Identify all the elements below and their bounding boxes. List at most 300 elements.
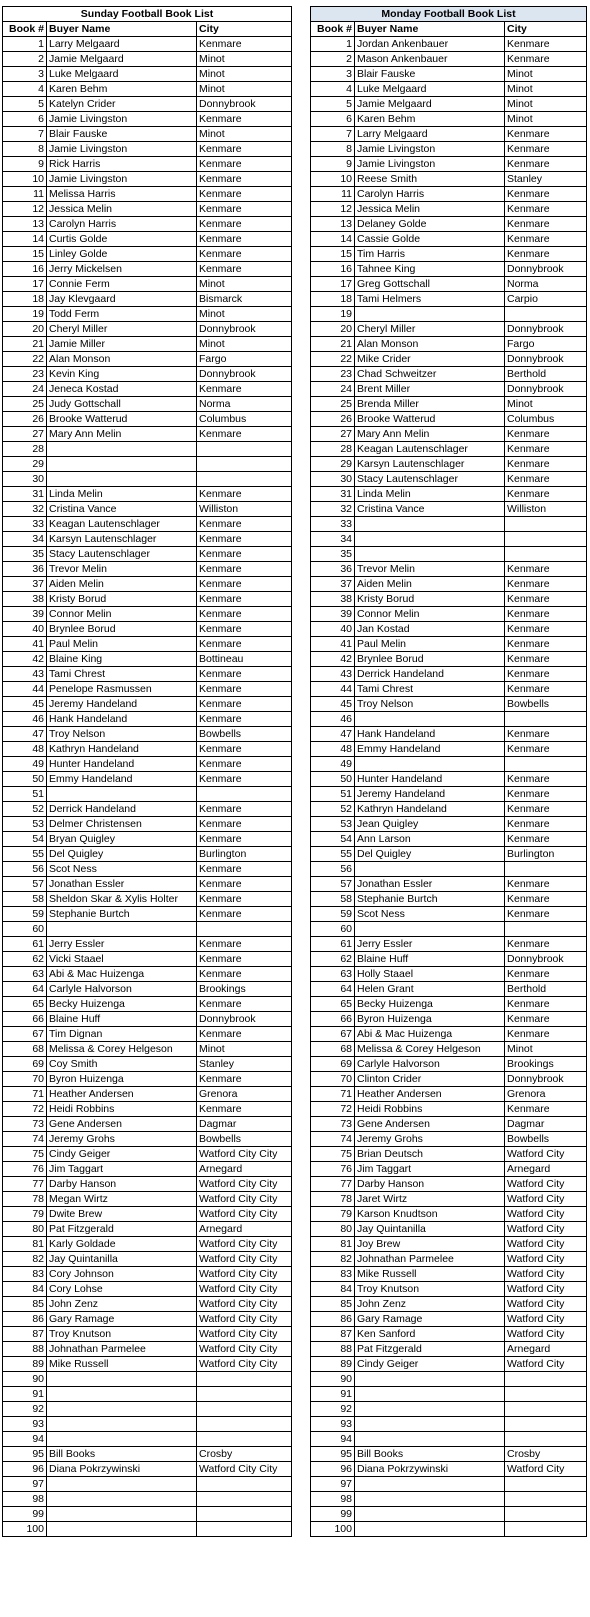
book-number-cell: 88 [3, 1342, 47, 1357]
city-cell: Donnybrook [505, 322, 587, 337]
table-row [3, 1432, 292, 1447]
city-cell [505, 1372, 587, 1387]
buyer-name-cell: Kevin King [47, 367, 197, 382]
city-cell: Berthold [505, 367, 587, 382]
book-number-cell: 72 [3, 1102, 47, 1117]
city-cell: Watford City City [197, 1282, 292, 1297]
buyer-name-cell: Linda Melin [47, 487, 197, 502]
city-cell: Kenmare [197, 37, 292, 52]
buyer-name-cell [355, 1477, 505, 1492]
table-row [3, 802, 292, 817]
book-number-cell: 84 [3, 1282, 47, 1297]
book-number-cell: 1 [311, 37, 355, 52]
buyer-name-cell: Jeneca Kostad [47, 382, 197, 397]
table-row [311, 1252, 587, 1267]
table-row [3, 202, 292, 217]
book-number-cell: 2 [3, 52, 47, 67]
city-cell: Bowbells [197, 727, 292, 742]
city-cell: Kenmare [197, 427, 292, 442]
city-cell: Watford City City [197, 1147, 292, 1162]
buyer-name-cell [47, 457, 197, 472]
city-cell [505, 547, 587, 562]
table-row [311, 1462, 587, 1477]
sunday-book-list-table [2, 6, 292, 1537]
city-cell: Minot [197, 67, 292, 82]
table-row [3, 1192, 292, 1207]
buyer-name-cell: Chad Schweitzer [355, 367, 505, 382]
table-row [311, 277, 587, 292]
table-row [311, 1012, 587, 1027]
city-cell: Kenmare [505, 577, 587, 592]
book-number-cell: 96 [311, 1462, 355, 1477]
table-row [311, 202, 587, 217]
table-row [311, 82, 587, 97]
buyer-name-cell: Mike Russell [355, 1267, 505, 1282]
book-number-cell: 46 [3, 712, 47, 727]
city-cell: Kenmare [197, 562, 292, 577]
table-row [311, 1477, 587, 1492]
city-cell: Kenmare [505, 127, 587, 142]
buyer-name-cell: Tami Helmers [355, 292, 505, 307]
city-cell: Grenora [505, 1087, 587, 1102]
city-cell: Donnybrook [197, 1012, 292, 1027]
city-cell: Kenmare [197, 142, 292, 157]
city-cell: Kenmare [197, 937, 292, 952]
book-number-cell: 49 [311, 757, 355, 772]
book-number-cell: 2 [311, 52, 355, 67]
book-number-cell: 25 [311, 397, 355, 412]
book-number-cell: 12 [311, 202, 355, 217]
city-cell: Kenmare [197, 532, 292, 547]
city-cell: Kenmare [197, 1027, 292, 1042]
book-number-cell: 85 [311, 1297, 355, 1312]
book-number-cell: 40 [311, 622, 355, 637]
table-row [3, 277, 292, 292]
table-row [3, 412, 292, 427]
book-number-cell: 78 [3, 1192, 47, 1207]
city-cell: Kenmare [197, 967, 292, 982]
table-row [311, 637, 587, 652]
table-row [311, 952, 587, 967]
table-row [3, 997, 292, 1012]
city-cell: Crosby [197, 1447, 292, 1462]
city-cell [197, 1522, 292, 1537]
city-cell: Kenmare [505, 247, 587, 262]
monday-title: Monday Football Book List [311, 7, 587, 22]
city-cell: Kenmare [197, 592, 292, 607]
buyer-name-cell: Bryan Quigley [47, 832, 197, 847]
city-cell [505, 712, 587, 727]
table-row [311, 262, 587, 277]
table-row [311, 472, 587, 487]
table-row [311, 997, 587, 1012]
city-cell: Watford City [505, 1282, 587, 1297]
book-number-cell: 49 [3, 757, 47, 772]
monday-book-list-table [310, 6, 587, 1537]
table-row [311, 652, 587, 667]
book-number-cell: 29 [311, 457, 355, 472]
table-row [3, 1522, 292, 1537]
book-number-cell: 17 [311, 277, 355, 292]
buyer-name-cell: Jessica Melin [355, 202, 505, 217]
table-row [311, 712, 587, 727]
city-cell: Donnybrook [505, 382, 587, 397]
table-row [311, 1282, 587, 1297]
buyer-name-cell: Paul Melin [355, 637, 505, 652]
buyer-name-cell: Tami Chrest [355, 682, 505, 697]
city-cell [505, 757, 587, 772]
book-number-cell: 78 [311, 1192, 355, 1207]
buyer-name-cell: Jerry Essler [47, 937, 197, 952]
table-row [3, 667, 292, 682]
table-row [3, 1282, 292, 1297]
book-number-cell: 94 [3, 1432, 47, 1447]
buyer-name-cell: Connie Ferm [47, 277, 197, 292]
table-row [311, 127, 587, 142]
table-row [311, 487, 587, 502]
buyer-name-cell: Melissa & Corey Helgeson [47, 1042, 197, 1057]
city-cell: Minot [197, 1042, 292, 1057]
book-number-cell: 84 [311, 1282, 355, 1297]
book-number-cell: 15 [311, 247, 355, 262]
table-row [3, 1222, 292, 1237]
buyer-name-cell: Paul Melin [47, 637, 197, 652]
table-row [3, 1132, 292, 1147]
table-row [311, 1342, 587, 1357]
table-row [3, 1402, 292, 1417]
buyer-name-cell: Dwite Brew [47, 1207, 197, 1222]
buyer-name-cell: Jay Klevgaard [47, 292, 197, 307]
table-row [311, 352, 587, 367]
book-number-cell: 27 [3, 427, 47, 442]
buyer-name-cell: Pat Fitzgerald [47, 1222, 197, 1237]
book-number-cell: 23 [311, 367, 355, 382]
buyer-name-cell: Jerry Essler [355, 937, 505, 952]
buyer-name-cell [355, 1372, 505, 1387]
table-row [311, 922, 587, 937]
buyer-name-cell: Tim Harris [355, 247, 505, 262]
buyer-name-cell [47, 1477, 197, 1492]
city-cell: Columbus [505, 412, 587, 427]
buyer-name-cell: Troy Knutson [47, 1327, 197, 1342]
buyer-name-cell: Heidi Robbins [355, 1102, 505, 1117]
city-cell [197, 1417, 292, 1432]
table-row [311, 337, 587, 352]
book-number-cell: 11 [3, 187, 47, 202]
book-number-cell: 42 [3, 652, 47, 667]
buyer-name-cell: Jordan Ankenbauer [355, 37, 505, 52]
buyer-name-cell: Jonathan Essler [355, 877, 505, 892]
city-cell: Williston [505, 502, 587, 517]
buyer-name-cell: Holly Staael [355, 967, 505, 982]
table-row [311, 892, 587, 907]
buyer-name-cell: Brent Miller [355, 382, 505, 397]
table-row [311, 397, 587, 412]
table-row [311, 112, 587, 127]
table-row [3, 1207, 292, 1222]
city-cell: Kenmare [197, 247, 292, 262]
buyer-name-cell: Luke Melgaard [47, 67, 197, 82]
buyer-name-cell: Stephanie Burtch [355, 892, 505, 907]
city-cell [505, 1522, 587, 1537]
buyer-name-cell: Vicki Staael [47, 952, 197, 967]
table-row [3, 922, 292, 937]
buyer-name-cell: Del Quigley [355, 847, 505, 862]
book-number-cell: 96 [3, 1462, 47, 1477]
city-cell: Bowbells [505, 697, 587, 712]
city-cell: Kenmare [505, 967, 587, 982]
buyer-name-cell: Delaney Golde [355, 217, 505, 232]
book-number-cell: 73 [3, 1117, 47, 1132]
book-number-cell: 74 [311, 1132, 355, 1147]
buyer-name-cell [355, 1522, 505, 1537]
city-cell [505, 1432, 587, 1447]
city-cell: Arnegard [505, 1162, 587, 1177]
book-number-cell: 34 [3, 532, 47, 547]
book-number-cell: 26 [311, 412, 355, 427]
city-cell: Watford City [505, 1312, 587, 1327]
buyer-name-cell: Jamie Livingston [47, 142, 197, 157]
book-number-cell: 43 [3, 667, 47, 682]
buyer-name-cell: Jeremy Handeland [47, 697, 197, 712]
buyer-name-cell: Jay Quintanilla [355, 1222, 505, 1237]
table-row [3, 1042, 292, 1057]
table-row [3, 1372, 292, 1387]
city-cell: Kenmare [197, 1102, 292, 1117]
city-cell: Kenmare [505, 442, 587, 457]
book-number-cell: 1 [3, 37, 47, 52]
table-row [3, 517, 292, 532]
buyer-name-cell: Judy Gottschall [47, 397, 197, 412]
book-number-cell: 59 [3, 907, 47, 922]
book-number-cell: 61 [311, 937, 355, 952]
sunday-header-buyer: Buyer Name [47, 22, 197, 37]
book-number-cell: 19 [311, 307, 355, 322]
city-cell: Watford City [505, 1207, 587, 1222]
buyer-name-cell: Karsyn Lautenschlager [47, 532, 197, 547]
buyer-name-cell: Megan Wirtz [47, 1192, 197, 1207]
book-number-cell: 10 [311, 172, 355, 187]
table-row [3, 487, 292, 502]
table-row [311, 1507, 587, 1522]
buyer-name-cell: Cindy Geiger [47, 1147, 197, 1162]
buyer-name-cell: Clinton Crider [355, 1072, 505, 1087]
table-row [311, 832, 587, 847]
city-cell: Kenmare [505, 562, 587, 577]
table-row [3, 322, 292, 337]
city-cell: Kenmare [505, 667, 587, 682]
buyer-name-cell: Larry Melgaard [355, 127, 505, 142]
city-cell: Kenmare [505, 157, 587, 172]
book-number-cell: 16 [3, 262, 47, 277]
buyer-name-cell: Linley Golde [47, 247, 197, 262]
table-row [311, 847, 587, 862]
buyer-name-cell: Katelyn Crider [47, 97, 197, 112]
book-number-cell: 88 [311, 1342, 355, 1357]
city-cell: Kenmare [197, 832, 292, 847]
book-number-cell: 64 [311, 982, 355, 997]
book-number-cell: 12 [3, 202, 47, 217]
buyer-name-cell: Kathryn Handeland [355, 802, 505, 817]
book-number-cell: 45 [3, 697, 47, 712]
table-row [311, 1117, 587, 1132]
table-row [311, 142, 587, 157]
city-cell: Watford City [505, 1267, 587, 1282]
table-row [3, 532, 292, 547]
buyer-name-cell: Carolyn Harris [355, 187, 505, 202]
table-row [3, 892, 292, 907]
buyer-name-cell [355, 1492, 505, 1507]
table-row [311, 802, 587, 817]
buyer-name-cell: Byron Huizenga [47, 1072, 197, 1087]
buyer-name-cell: Keagan Lautenschlager [47, 517, 197, 532]
buyer-name-cell: Emmy Handeland [355, 742, 505, 757]
city-cell: Kenmare [505, 457, 587, 472]
city-cell: Watford City [505, 1462, 587, 1477]
buyer-name-cell: Alan Monson [355, 337, 505, 352]
city-cell: Kenmare [505, 787, 587, 802]
table-row [311, 727, 587, 742]
buyer-name-cell: Kathryn Handeland [47, 742, 197, 757]
table-row [311, 607, 587, 622]
table-row [3, 442, 292, 457]
city-cell: Donnybrook [505, 1072, 587, 1087]
book-number-cell: 53 [3, 817, 47, 832]
buyer-name-cell: Jaret Wirtz [355, 1192, 505, 1207]
table-row [311, 1102, 587, 1117]
table-row [3, 427, 292, 442]
buyer-name-cell: Jamie Livingston [355, 142, 505, 157]
buyer-name-cell: Hank Handeland [355, 727, 505, 742]
table-row [3, 1477, 292, 1492]
city-cell: Kenmare [505, 37, 587, 52]
table-row [3, 622, 292, 637]
buyer-name-cell: Brynlee Borud [355, 652, 505, 667]
table-row [311, 307, 587, 322]
table-row [3, 1102, 292, 1117]
table-row [3, 292, 292, 307]
buyer-name-cell [47, 922, 197, 937]
table-row [311, 1387, 587, 1402]
buyer-name-cell: Diana Pokrzywinski [355, 1462, 505, 1477]
buyer-name-cell: Emmy Handeland [47, 772, 197, 787]
buyer-name-cell: Jamie Livingston [355, 157, 505, 172]
book-number-cell: 92 [311, 1402, 355, 1417]
city-cell: Kenmare [505, 832, 587, 847]
table-row [311, 742, 587, 757]
book-number-cell: 51 [3, 787, 47, 802]
city-cell: Kenmare [197, 952, 292, 967]
city-cell: Grenora [197, 1087, 292, 1102]
buyer-name-cell: Stephanie Burtch [47, 907, 197, 922]
buyer-name-cell: Ken Sanford [355, 1327, 505, 1342]
table-row [3, 787, 292, 802]
city-cell [505, 532, 587, 547]
book-number-cell: 17 [3, 277, 47, 292]
book-number-cell: 13 [311, 217, 355, 232]
buyer-name-cell: Karen Behm [47, 82, 197, 97]
book-number-cell: 83 [311, 1267, 355, 1282]
buyer-name-cell: John Zenz [47, 1297, 197, 1312]
table-row [311, 1372, 587, 1387]
buyer-name-cell: Pat Fitzgerald [355, 1342, 505, 1357]
city-cell: Kenmare [197, 517, 292, 532]
buyer-name-cell [47, 1432, 197, 1447]
book-number-cell: 98 [3, 1492, 47, 1507]
table-row [3, 772, 292, 787]
table-row [3, 967, 292, 982]
book-number-cell: 44 [3, 682, 47, 697]
table-row [311, 457, 587, 472]
table-row [3, 1462, 292, 1477]
city-cell: Watford City City [197, 1357, 292, 1372]
buyer-name-cell: Mary Ann Melin [47, 427, 197, 442]
city-cell: Kenmare [197, 112, 292, 127]
city-cell: Kenmare [197, 817, 292, 832]
table-row [3, 1147, 292, 1162]
city-cell [505, 1492, 587, 1507]
buyer-name-cell [355, 1387, 505, 1402]
buyer-name-cell: Kristy Borud [355, 592, 505, 607]
city-cell: Berthold [505, 982, 587, 997]
table-row [3, 862, 292, 877]
sunday-header-book: Book # [3, 22, 47, 37]
buyer-name-cell: Jim Taggart [47, 1162, 197, 1177]
book-number-cell: 85 [3, 1297, 47, 1312]
book-number-cell: 94 [311, 1432, 355, 1447]
book-number-cell: 71 [3, 1087, 47, 1102]
buyer-name-cell: Jonathan Essler [47, 877, 197, 892]
table-row [311, 1267, 587, 1282]
city-cell: Bismarck [197, 292, 292, 307]
book-number-cell: 47 [311, 727, 355, 742]
city-cell: Kenmare [197, 172, 292, 187]
table-row [3, 727, 292, 742]
table-row [3, 187, 292, 202]
book-number-cell: 32 [3, 502, 47, 517]
table-row [3, 97, 292, 112]
city-cell: Columbus [197, 412, 292, 427]
city-cell: Kenmare [505, 937, 587, 952]
table-row [311, 1417, 587, 1432]
table-row [311, 667, 587, 682]
buyer-name-cell: Tahnee King [355, 262, 505, 277]
buyer-name-cell: Hunter Handeland [47, 757, 197, 772]
city-cell: Watford City City [197, 1207, 292, 1222]
table-row [3, 937, 292, 952]
book-number-cell: 48 [311, 742, 355, 757]
table-row [311, 1357, 587, 1372]
city-cell: Watford City [505, 1147, 587, 1162]
city-cell: Dagmar [505, 1117, 587, 1132]
city-cell: Kenmare [505, 232, 587, 247]
city-cell: Kenmare [197, 907, 292, 922]
buyer-name-cell [355, 862, 505, 877]
table-row [311, 1072, 587, 1087]
city-cell: Donnybrook [505, 352, 587, 367]
table-row [3, 142, 292, 157]
city-cell [197, 457, 292, 472]
buyer-name-cell: John Zenz [355, 1297, 505, 1312]
table-row [3, 367, 292, 382]
city-cell: Watford City [505, 1237, 587, 1252]
table-row [311, 382, 587, 397]
book-number-cell: 37 [311, 577, 355, 592]
city-cell [197, 922, 292, 937]
table-row [3, 607, 292, 622]
book-number-cell: 31 [311, 487, 355, 502]
city-cell: Kenmare [505, 142, 587, 157]
